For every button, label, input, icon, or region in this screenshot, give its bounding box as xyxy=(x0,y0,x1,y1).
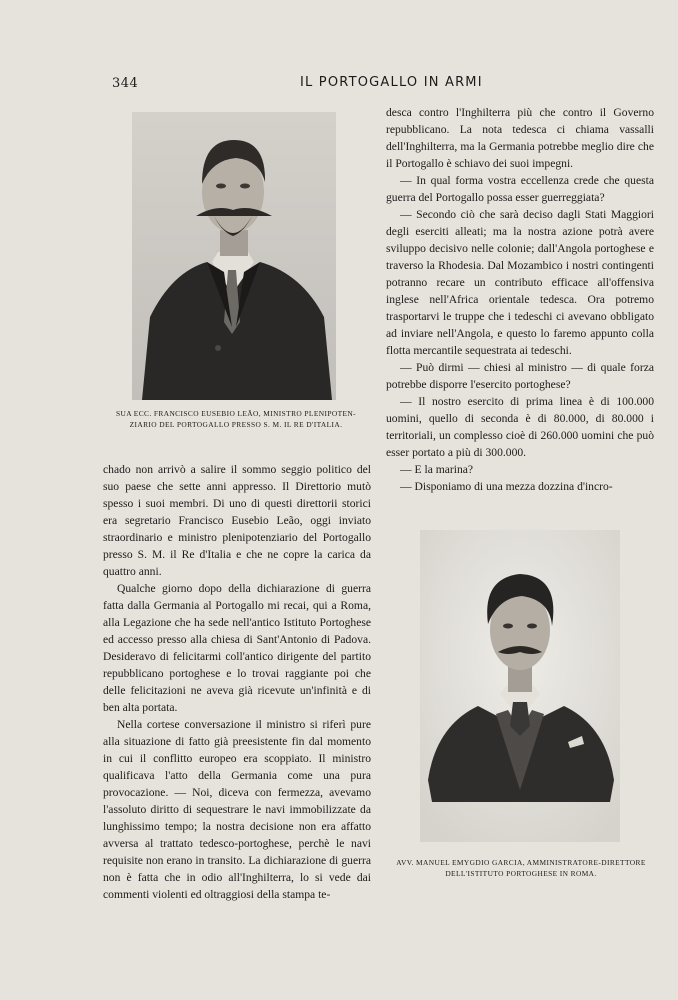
portrait-garcia-image xyxy=(420,530,620,842)
portrait-photo-leao xyxy=(132,112,336,400)
paragraph: — Può dirmi — chiesi al ministro — di quale forza potrebbe disporre l'esercito portoghese? xyxy=(386,361,654,391)
paragraph: — E la marina? xyxy=(400,463,474,476)
paragraph: — Il nostro esercito di prima linea è di 100.000 uomini, quello di seconda è di 80.000, di 80.000 i territoriali, un complesso cioè di 260.000 uomini che può esser portato a più di 300.000. xyxy=(386,395,654,459)
figure-caption-garcia xyxy=(376,857,666,879)
caption-line: DELL'ISTITUTO PORTOGHESE IN ROMA. xyxy=(445,869,597,878)
paragraph: — Secondo ciò che sarà deciso dagli Stati Maggiori degli eserciti alleati; ma la nostra azione potrà avere sviluppo decisivo nelle colonie; dall'Angola portoghese e traverso la Rhodesia. Dal Mozambico i nostri contingenti potranno recare un contributo efficace all'offensiva inglese nell'Africa orientale tedesca. Ora potremo trasportarvi le truppe che i tedeschi ci avevano obbligato ad inviare nell'Angola, e questo lo faremo appunto colla flotta mercantile sequestrata ai tedeschi. xyxy=(386,208,654,357)
caption-line: ZIARIO DEL PORTOGALLO PRESSO S. M. IL RE D'ITALIA. xyxy=(129,420,343,429)
running-title: IL PORTOGALLO IN ARMI xyxy=(300,75,483,90)
paragraph: — In qual forma vostra eccellenza crede che questa guerra del Portogallo possa esser guerreggiata? xyxy=(386,174,654,204)
figure-caption-leao xyxy=(104,408,368,430)
text-column-left xyxy=(103,461,371,903)
paragraph: chado non arrivò a salire il sommo seggio politico del suo paese che sette anni appresso. Il Direttorio mutò spesso i suoi membri. Di uno di questi direttorii storici era segretario Francisco Eusebio Leão, oggi inviato straordinario e ministro plenipotenziario del Portogallo presso S. M. il Re d'Italia e che ne copre la carica da quattro anni. xyxy=(103,463,371,578)
text-column-right xyxy=(386,104,654,495)
portrait-photo-garcia xyxy=(420,530,620,842)
caption-line: SUA ECC. FRANCISCO EUSEBIO LEÃO, MINISTRO PLENIPOTEN- xyxy=(115,409,357,418)
paragraph: — Disponiamo di una mezza dozzina d'incro- xyxy=(400,480,613,493)
portrait-leao-image xyxy=(132,112,336,400)
paragraph: desca contro l'Inghilterra più che contro il Governo repubblicano. La nota tedesca ci chiama vassalli dell'Inghilterra, ma la Germania potrebbe meglio dire che il Portogallo è schiavo dei suoi impegni. xyxy=(386,106,654,170)
paragraph: Nella cortese conversazione il ministro si riferì pure alla situazione di fatto già preesistente fin dal momento in cui il conflitto europeo era scoppiato. Il ministro qualificava l'atto della Germania come una pura provocazione. — Noi, diceva con fermezza, avevamo l'assoluto diritto di sequestrare le navi immobilizzate da lunghissimo tempo; la nostra decisione non era affatto avversa al trattato tedesco-portoghese, perchè le navi requisite non erano in transito. La dichiarazione di guerra non è fatta che in odio all'Inghilterra, lo si vede dai commenti violenti ed oltraggiosi della stampa te- xyxy=(103,718,371,901)
caption-line: AVV. MANUEL EMYGDIO GARCIA, AMMINISTRATORE-DIRETTORE xyxy=(396,858,646,867)
paragraph: Qualche giorno dopo della dichiarazione di guerra fatta dalla Germania al Portogallo mi recai, qui a Roma, alla Legazione che ha sede nell'antico Istituto Portoghese ed accesso presso alla chiesa di Sant'Antonio di Padova. Desideravo di felicitarmi coll'antico dirigente del partito repubblicano portoghese e lo trovai raggiante poi che delle felicitazioni ne aveva già ricevute un'infinità e di ben alta portata. xyxy=(103,582,371,714)
page-number: 344 xyxy=(112,76,139,91)
